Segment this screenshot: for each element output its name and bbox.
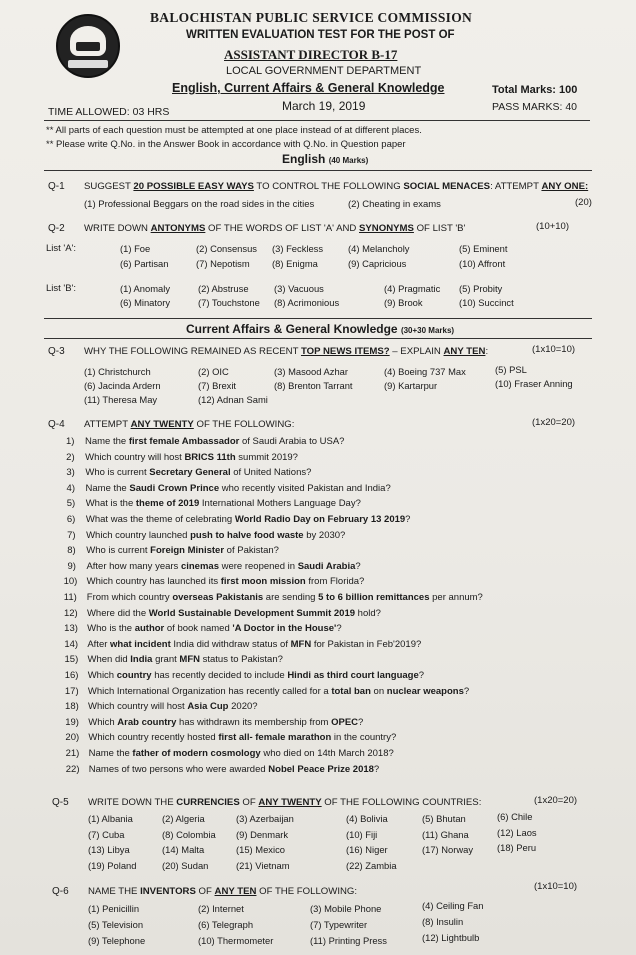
q2-text-pre: WRITE DOWN (84, 223, 151, 234)
q3-item: (9) Kartarpur (384, 380, 438, 391)
q4-item-number: 1) (66, 436, 75, 447)
q4-item-segment: are sending (263, 592, 319, 603)
q4-item-segment: 5 to 6 billion remittances (318, 592, 430, 603)
q4-item-number: 7) (67, 529, 76, 541)
q4-item-number: 19) (65, 716, 79, 728)
q4-item-segment: World Sustainable Development Summit 2019 (148, 607, 356, 619)
list-b-item: (4) Pragmatic (384, 283, 441, 294)
section-english-title: English (282, 152, 326, 166)
q4-text (84, 419, 294, 430)
q4-item-number: 2) (66, 451, 75, 463)
section-ca-title: Current Affairs & General Knowledge (186, 322, 398, 336)
q4-item-number: 11) (63, 592, 77, 603)
total-marks: Total Marks: 100 (492, 84, 578, 96)
q5-country: (17) Norway (422, 844, 474, 855)
q4-item-segment: by 2030? (303, 529, 346, 541)
q4-item-text (87, 576, 365, 587)
section-current-affairs (186, 322, 454, 336)
q1-text-pre: SUGGEST (84, 181, 134, 192)
q5-country: (3) Azerbaijan (236, 813, 294, 824)
bpsc-logo-icon (56, 14, 120, 78)
list-b-item: (8) Acrimonious (274, 297, 340, 308)
q4-item-segment: MFN (290, 638, 312, 650)
q6-invention: (10) Thermometer (198, 935, 274, 946)
q4-item-segment: Which country recently hosted (88, 732, 219, 744)
list-a-item: (4) Melancholy (348, 243, 410, 254)
q4-item-number: 10) (63, 576, 78, 588)
q4-marks: (1x20=20) (532, 417, 576, 428)
q1-number: Q-1 (48, 181, 65, 192)
q3-item: (5) PSL (495, 364, 527, 375)
q4-item-segment: Arab country (117, 716, 177, 728)
q6-number: Q-6 (52, 886, 69, 897)
q4-item-segment: International Mothers Language Day? (199, 498, 361, 510)
q4-item-text (87, 608, 381, 619)
q5-country: (7) Cuba (88, 828, 125, 840)
q5-country: (18) Peru (497, 842, 537, 853)
q5-text-pre: WRITE DOWN THE (88, 797, 177, 808)
q4-item-segment: Who is current (85, 467, 150, 479)
q5-country: (8) Colombia (162, 828, 216, 840)
q4-item-segment: ? (336, 623, 342, 635)
q4-item-segment: who recently visited Pakistan and India? (219, 482, 391, 494)
q4-item-text (88, 654, 283, 665)
q4-item-segment: of book named (164, 623, 233, 635)
q4-item-segment: Name the (85, 482, 130, 494)
q4-text-post: OF THE FOLLOWING: (193, 419, 295, 430)
q4-item-text (87, 639, 421, 650)
list-a-item: (8) Enigma (272, 258, 318, 269)
q4-item-segment: Hindi as third court language (287, 670, 419, 681)
q3-text-post: : (485, 346, 489, 357)
q6-invention: (5) Television (88, 919, 144, 930)
list-a-item: (3) Feckless (272, 243, 324, 254)
q4-item-number: 13) (64, 623, 78, 635)
list-a-item: (6) Partisan (120, 258, 169, 269)
q3-text-mid: – EXPLAIN (389, 346, 444, 357)
q4-item-text (86, 483, 391, 494)
q4-item-segment: has recently decided to include (151, 670, 288, 681)
q6-invention: (11) Printing Press (310, 935, 387, 946)
section-english (282, 152, 368, 166)
q4-item-segment: summit 2019? (235, 451, 298, 463)
q4-item-text (85, 436, 344, 447)
q1-text-u2: ANY ONE: (541, 181, 589, 192)
list-a-item: (1) Foe (120, 243, 151, 254)
q5-country: (4) Bolivia (346, 813, 388, 824)
note-2: ** Please write Q.No. in the Answer Book in accordance with Q.No. in Question paper (46, 139, 406, 150)
q4-item-segment: After how many years (86, 560, 181, 572)
list-b-label: List 'B': (46, 283, 77, 294)
q6-invention: (9) Telephone (88, 935, 146, 946)
q4-item-number: 3) (66, 467, 75, 479)
list-a-item: (9) Capricious (348, 258, 407, 269)
q4-item-number: 5) (66, 498, 76, 510)
q4-item-segment: ? (358, 716, 364, 728)
q4-item-segment: Who is current (86, 545, 151, 557)
q4-item-number: 17) (64, 685, 79, 697)
exam-date: March 19, 2019 (282, 99, 366, 113)
q2-text-post: OF LIST 'B' (413, 223, 466, 234)
q4-item-segment: overseas Pakistanis (172, 592, 264, 603)
ca-divider-top (44, 318, 592, 319)
q4-item-number: 8) (67, 545, 76, 557)
post-title: ASSISTANT DIRECTOR B-17 (224, 47, 398, 62)
q3-text-pre: WHY THE FOLLOWING REMAINED AS RECENT (84, 346, 301, 357)
q4-item-segment: of Saudi Arabia to USA? (239, 436, 345, 447)
q4-item-segment: Which country will host (88, 701, 188, 713)
pass-marks: PASS MARKS: 40 (492, 101, 578, 113)
q4-item-segment: Asia Cup (187, 701, 229, 713)
q4-item-segment: ? (355, 560, 361, 572)
q4-item-segment: From which country (86, 592, 173, 603)
list-a-item: (2) Consensus (196, 243, 257, 254)
q3-text-u2: ANY TEN (443, 346, 486, 357)
q6-text (88, 886, 357, 897)
q5-country: (22) Zambia (346, 859, 397, 871)
q4-item-segment: Which (87, 670, 117, 681)
q2-text (84, 223, 465, 234)
q4-item-segment: theme of 2019 (135, 498, 200, 510)
q5-country: (21) Vietnam (236, 859, 290, 871)
q5-text-mid: OF (239, 797, 259, 808)
q4-item-segment: ? (418, 670, 425, 681)
q3-item: (4) Boeing 737 Max (384, 366, 466, 377)
q4-item-segment: Which (88, 716, 118, 728)
q4-item-segment: on (370, 685, 387, 697)
q5-country: (10) Fiji (346, 828, 378, 840)
list-b-item: (7) Touchstone (198, 297, 260, 308)
q5-text-b1: CURRENCIES (176, 797, 240, 808)
q4-item-text (88, 717, 363, 728)
q4-item-text (89, 764, 379, 775)
q4-item-segment: Foreign Minister (150, 545, 225, 557)
q4-item-segment: has withdrawn its membership from (176, 716, 332, 728)
test-title: WRITTEN EVALUATION TEST FOR THE POST OF (186, 29, 455, 41)
q5-country: (15) Mexico (236, 844, 285, 855)
q6-text-u1: ANY TEN (214, 886, 257, 897)
q4-item-segment: Where did the (86, 607, 149, 619)
logo-book-icon (76, 42, 100, 51)
q4-item-segment: What is the (85, 498, 136, 510)
list-b-item: (3) Vacuous (274, 283, 324, 294)
q4-item-segment: status to Pakistan? (199, 654, 283, 666)
q3-item: (3) Masood Azhar (274, 366, 348, 377)
q6-marks: (1x10=10) (534, 881, 578, 892)
list-b-item: (2) Abstruse (198, 283, 249, 294)
q1-text-post: : ATTEMPT (490, 181, 542, 192)
q5-text-u1: ANY TWENTY (258, 797, 322, 808)
list-b-item: (1) Anomaly (120, 283, 171, 294)
q6-invention: (8) Insulin (422, 916, 464, 927)
q4-item-segment: Names of two persons who were awarded (88, 763, 269, 775)
q4-item-segment: OPEC (331, 716, 359, 728)
note-1: ** All parts of each question must be attempted at one place instead of at different places. (46, 125, 422, 136)
section-ca-marks: (30+30 Marks) (400, 326, 455, 335)
logo-dome (70, 26, 106, 56)
q4-item-text (85, 467, 311, 478)
q1-text-mid: TO CONTROL THE FOLLOWING (253, 181, 404, 192)
q6-invention: (12) Lightbulb (422, 932, 480, 943)
q2-text-u1: ANTONYMS (150, 223, 206, 234)
q5-country: (12) Laos (497, 826, 537, 838)
q3-marks: (1x10=10) (532, 344, 576, 355)
q2-text-mid: OF THE WORDS OF LIST 'A' AND (205, 223, 359, 234)
q5-text (88, 797, 481, 808)
q4-item-segment: in the country? (331, 732, 397, 744)
q4-item-segment: When did (87, 654, 131, 666)
q2-marks: (10+10) (536, 221, 570, 232)
q5-country: (2) Algeria (162, 813, 205, 824)
q5-country: (11) Ghana (422, 828, 469, 840)
q3-text (84, 346, 488, 357)
q5-country: (19) Poland (88, 859, 137, 871)
list-b-item: (5) Probity (459, 283, 503, 294)
q6-invention: (2) Internet (198, 903, 244, 914)
q5-number: Q-5 (52, 797, 69, 808)
q1-option-1: (1) Professional Beggars on the road sides in the cities (84, 199, 315, 210)
q4-item-segment: Name the (85, 436, 129, 447)
q4-item-segment: Saudi Arabia (297, 560, 356, 572)
q4-item-segment: push to halve food waste (190, 529, 304, 541)
q5-marks: (1x20=20) (534, 795, 578, 806)
q4-item-segment: Saudi Crown Prince (129, 482, 220, 494)
q4-item-segment: cinemas (180, 560, 219, 572)
q1-text-u1: 20 POSSIBLE EASY WAYS (133, 181, 254, 192)
department: LOCAL GOVERNMENT DEPARTMENT (226, 65, 422, 77)
q4-item-segment: grant (152, 654, 180, 666)
q3-text-u1: TOP NEWS ITEMS? (300, 346, 390, 357)
list-b-item: (6) Minatory (120, 297, 171, 308)
section-english-marks: (40 Marks) (328, 156, 369, 165)
q4-item-text (88, 732, 396, 743)
q4-item-number: 12) (63, 607, 78, 619)
q5-country: (13) Libya (88, 844, 130, 855)
q4-item-text (87, 623, 341, 634)
q4-item-text (88, 701, 258, 712)
q4-text-u1: ANY TWENTY (130, 419, 194, 430)
q4-item-segment: per annum? (429, 592, 483, 603)
q1-marks: (20) (575, 197, 592, 208)
list-a-item: (5) Eminent (459, 243, 508, 254)
q4-item-text (89, 748, 394, 759)
q4-item-segment: total ban (331, 685, 371, 697)
q3-item: (1) Christchurch (84, 366, 151, 377)
q6-invention: (6) Telegraph (198, 919, 254, 930)
q6-invention: (7) Typewriter (310, 919, 368, 930)
q4-item-segment: were reopened in (218, 560, 298, 572)
q4-number: Q-4 (48, 419, 65, 430)
q3-number: Q-3 (48, 346, 65, 357)
q1-option-2: (2) Cheating in exams (348, 199, 441, 210)
q4-item-segment: country (116, 670, 152, 681)
q4-item-text (86, 561, 360, 572)
q4-item-segment: hold? (355, 607, 381, 619)
q4-item-segment: from Florida? (305, 576, 365, 588)
q4-item-segment: Name the (88, 748, 133, 759)
q4-item-text (86, 498, 361, 509)
list-b-item: (10) Succinct (459, 297, 514, 308)
q2-text-u2: SYNONYMS (359, 223, 414, 234)
q4-item-segment: of Pakistan? (224, 545, 279, 557)
q4-item-text (88, 686, 469, 697)
q4-item-number: 18) (65, 701, 79, 713)
q2-number: Q-2 (48, 223, 65, 234)
q3-item: (11) Theresa May (84, 394, 158, 405)
english-divider (44, 170, 592, 171)
q6-invention: (4) Ceiling Fan (422, 900, 484, 911)
q4-item-segment: Which country has launched its (86, 576, 221, 588)
q4-item-segment: first female Ambassador (128, 436, 240, 447)
q4-item-segment: ? (463, 685, 470, 697)
q4-item-segment: 'A Doctor in the House' (232, 623, 337, 635)
q6-invention: (1) Penicillin (88, 903, 140, 914)
q5-country: (14) Malta (162, 844, 205, 855)
q5-country: (5) Bhutan (422, 813, 466, 824)
q6-invention: (3) Mobile Phone (310, 903, 382, 914)
q4-item-segment: father of modern cosmology (132, 748, 261, 759)
list-a-label: List 'A': (46, 243, 77, 254)
q4-item-segment: BRICS 11th (184, 451, 236, 463)
q4-item-segment: Which country will host (85, 451, 185, 463)
q4-item-number: 20) (65, 732, 80, 744)
list-a-item: (10) Affront (459, 258, 506, 269)
q6-text-post: OF THE FOLLOWING: (256, 886, 358, 897)
ca-divider-bottom (44, 338, 592, 339)
q4-item-segment: Secretary General (149, 467, 231, 479)
q6-text-pre: NAME THE (88, 886, 141, 897)
q3-item: (2) OIC (198, 366, 229, 377)
q1-text (84, 181, 588, 192)
q4-item-segment: first all- female marathon (218, 732, 332, 744)
q4-item-segment: India did withdraw status of (170, 638, 291, 650)
list-a-item: (7) Nepotism (196, 258, 250, 269)
q4-item-number: 21) (65, 748, 80, 759)
q4-item-segment: nuclear weapons (386, 685, 464, 697)
q4-item-segment: first moon mission (220, 576, 306, 588)
logo-band (68, 60, 108, 68)
q5-country: (1) Albania (88, 813, 133, 824)
q3-item: (8) Brenton Tarrant (274, 380, 353, 391)
q4-item-segment: author (134, 623, 165, 635)
q4-item-segment: Which International Organization has recently called for a (87, 685, 332, 697)
q6-text-b1: INVENTORS (140, 886, 196, 897)
org-title: BALOCHISTAN PUBLIC SERVICE COMMISSION (150, 10, 473, 25)
q4-item-segment: World Radio Day on February 13 2019 (234, 514, 406, 525)
q4-item-segment: India (130, 654, 153, 666)
q4-item-number: 22) (65, 763, 80, 775)
q4-item-segment: 2020? (228, 701, 258, 713)
q5-country: (9) Denmark (236, 828, 289, 840)
q5-text-post: OF THE FOLLOWING COUNTRIES: (321, 797, 482, 808)
q4-item-segment: Which country launched (86, 529, 191, 541)
header-divider (44, 120, 590, 121)
list-b-item: (9) Brook (384, 297, 423, 308)
q4-item-text (86, 514, 411, 525)
q4-item-segment: What was the theme of celebrating (85, 514, 235, 525)
q4-item-segment: who died on 14th March 2018? (260, 748, 394, 759)
q4-item-number: 15) (64, 654, 79, 666)
q3-item: (6) Jacinda Ardern (84, 380, 161, 391)
q4-item-number: 14) (64, 638, 79, 650)
q5-country: (20) Sudan (162, 859, 209, 871)
q4-item-text (86, 545, 279, 556)
q4-item-segment: After (87, 638, 111, 650)
q4-item-segment: ? (405, 514, 411, 525)
q3-item: (10) Fraser Anning (495, 378, 573, 389)
time-allowed: TIME ALLOWED: 03 HRS (48, 106, 170, 118)
q4-item-number: 4) (66, 482, 75, 494)
q5-country: (6) Chile (497, 811, 533, 822)
q4-item-segment: ? (373, 763, 380, 775)
q5-country: (16) Niger (346, 844, 388, 855)
q4-item-text (86, 530, 345, 541)
q4-item-segment: Nobel Peace Prize 2018 (268, 763, 374, 775)
q4-item-number: 16) (64, 670, 79, 681)
q4-item-number: 9) (67, 560, 76, 572)
q3-item: (12) Adnan Sami (198, 394, 268, 405)
q4-item-text (88, 670, 424, 681)
q4-item-segment: MFN (179, 654, 200, 666)
q1-text-b1: SOCIAL MENACES (403, 181, 491, 192)
q6-text-mid: OF (195, 886, 215, 897)
q4-item-segment: Who is the (87, 623, 135, 635)
q4-item-number: 6) (66, 514, 76, 525)
subject-title: English, Current Affairs & General Knowledge (172, 81, 445, 95)
q4-item-text (87, 592, 483, 603)
q4-item-text (85, 452, 298, 463)
q4-item-segment: of United Nations? (230, 467, 312, 479)
q4-text-pre: ATTEMPT (84, 419, 131, 430)
q3-item: (7) Brexit (198, 380, 237, 391)
q4-item-segment: what incident (110, 638, 171, 650)
q4-item-segment: for Pakistan in Feb'2019? (311, 638, 422, 650)
